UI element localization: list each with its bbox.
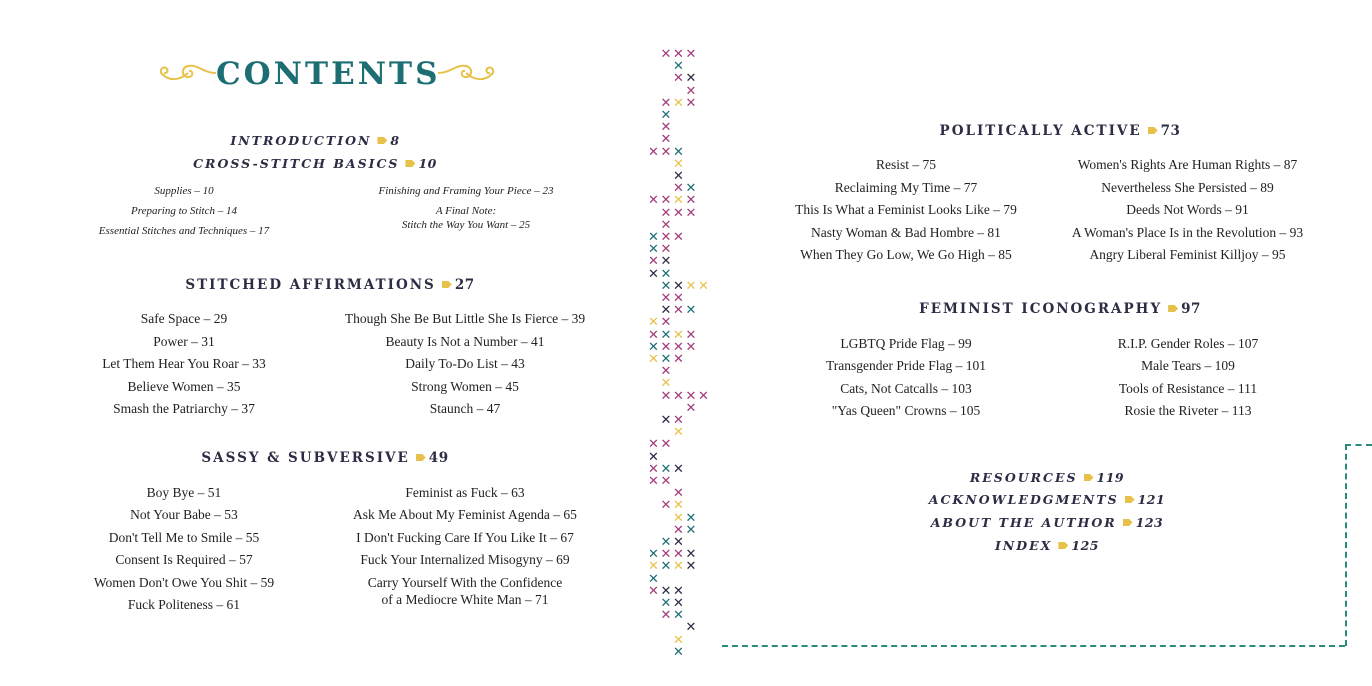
toc-entry-cross-stitch-basics[interactable] (185, 156, 445, 171)
toc-item[interactable]: When They Go Low, We Go High – 85 (800, 247, 1012, 262)
cross-stitch-mark: ✕ (660, 461, 672, 477)
toc-item[interactable]: Not Your Babe – 53 (130, 507, 238, 522)
cross-stitch-mark: ✕ (673, 144, 684, 160)
toc-entry-index[interactable] (897, 538, 1197, 553)
section-label: ABOUT THE AUTHOR (930, 515, 1117, 530)
toc-item[interactable]: This Is What a Feminist Looks Like – 79 (795, 202, 1017, 217)
toc-item[interactable]: Fuck Your Internalized Misogyny – 69 (360, 552, 570, 567)
cross-stitch-mark: ✕ (660, 596, 672, 611)
section-label: POLITICALLY ACTIVE (939, 123, 1142, 139)
cross-stitch-mark: ✕ (648, 254, 659, 270)
cross-stitch-mark: ✕ (660, 413, 672, 428)
cross-stitch-mark: ✕ (685, 620, 697, 636)
toc-item[interactable]: Male Tears – 109 (1141, 358, 1235, 373)
toc-entry-resources[interactable] (897, 470, 1197, 485)
cross-stitch-mark: ✕ (673, 291, 684, 306)
cross-stitch-mark: ✕ (660, 193, 672, 209)
cross-stitch-mark: ✕ (673, 71, 684, 87)
cross-stitch-mark: ✕ (673, 193, 684, 209)
cross-stitch-mark: ✕ (648, 266, 659, 282)
toc-item[interactable]: Fuck Politeness – 61 (127, 597, 241, 612)
cross-stitch-mark: ✕ (685, 278, 697, 294)
cross-stitch-mark: ✕ (648, 193, 659, 209)
toc-item[interactable]: Nasty Woman & Bad Hombre – 81 (811, 225, 1001, 240)
cross-stitch-mark: ✕ (660, 547, 672, 563)
cross-stitch-mark: ✕ (660, 254, 672, 270)
cross-stitch-mark: ✕ (673, 425, 684, 441)
toc-item[interactable]: Rosie the Riveter – 113 (1124, 403, 1252, 418)
cross-stitch-mark: ✕ (685, 303, 697, 319)
cross-stitch-mark: ✕ (660, 376, 672, 392)
cross-stitch-mark: ✕ (673, 583, 684, 599)
toc-item[interactable]: Power – 31 (153, 334, 215, 349)
page-number: 121 (1137, 492, 1166, 507)
cross-stitch-mark: ✕ (660, 278, 672, 294)
cross-stitch-mark: ✕ (685, 522, 697, 538)
page-title: CONTENTS (216, 56, 441, 92)
toc-item[interactable]: Resist – 75 (875, 157, 936, 172)
right-flourish-icon (436, 60, 496, 86)
cross-stitch-mark: ✕ (660, 327, 672, 343)
cross-stitch-mark: ✕ (648, 144, 659, 160)
toc-item[interactable]: Believe Women – 35 (127, 379, 241, 394)
page-number: 49 (428, 450, 449, 466)
arrow-icon (1123, 519, 1133, 526)
page-number: 125 (1071, 538, 1099, 553)
dashed-border-top (1345, 444, 1372, 446)
cross-stitch-mark: ✕ (685, 47, 697, 62)
toc-item[interactable]: Women's Rights Are Human Rights – 87 (1077, 157, 1298, 172)
arrow-icon (442, 281, 452, 288)
arrow-icon (1148, 127, 1158, 134)
cross-stitch-mark: ✕ (673, 59, 684, 75)
toc-item[interactable]: Beauty Is Not a Number – 41 (385, 334, 545, 349)
cross-stitch-mark: ✕ (685, 205, 697, 221)
toc-item[interactable]: Daily To-Do List – 43 (405, 356, 525, 371)
toc-item[interactable]: Feminist as Fuck – 63 (405, 485, 525, 500)
toc-entry-about-the-author[interactable] (897, 515, 1197, 530)
toc-item[interactable]: Angry Liberal Feminist Killjoy – 95 (1089, 247, 1286, 262)
cross-stitch-mark: ✕ (685, 327, 697, 343)
cross-stitch-mark: ✕ (660, 291, 672, 306)
page-number: 123 (1135, 515, 1164, 530)
cross-stitch-mark: ✕ (660, 498, 672, 514)
cross-stitch-mark: ✕ (685, 83, 697, 99)
cross-stitch-mark: ✕ (685, 95, 697, 111)
toc-item[interactable]: Deeds Not Words – 91 (1126, 202, 1249, 217)
cross-stitch-mark: ✕ (685, 339, 697, 355)
cross-stitch-mark: ✕ (673, 522, 684, 538)
cross-stitch-mark: ✕ (660, 352, 672, 367)
cross-stitch-mark: ✕ (685, 181, 697, 197)
cross-stitch-mark: ✕ (660, 608, 672, 624)
cross-stitch-mark: ✕ (673, 535, 684, 550)
page-number: 97 (1181, 301, 1201, 317)
cross-stitch-mark: ✕ (648, 437, 659, 453)
section-label: CROSS-STITCH BASICS (193, 156, 400, 171)
cross-stitch-mark: ✕ (673, 388, 684, 404)
cross-stitch-mark: ✕ (673, 278, 684, 294)
toc-item[interactable]: Smash the Patriarchy – 37 (113, 401, 255, 416)
cross-stitch-mark: ✕ (673, 352, 684, 367)
toc-entry-stitched-affirmations[interactable] (180, 277, 480, 293)
cross-stitch-mark: ✕ (660, 120, 672, 136)
cross-stitch-mark: ✕ (660, 388, 672, 404)
cross-stitch-mark: ✕ (660, 242, 672, 258)
cross-stitch-mark: ✕ (685, 193, 697, 209)
toc-item[interactable]: Finishing and Framing Your Piece – 23 (378, 185, 554, 197)
cross-stitch-mark: ✕ (673, 327, 684, 343)
toc-item[interactable]: Transgender Pride Flag – 101 (826, 358, 986, 373)
section-label: SASSY & SUBVERSIVE (201, 450, 410, 466)
dashed-border-right (1345, 444, 1347, 646)
toc-item[interactable]: Essential Stitches and Techniques – 17 (98, 225, 270, 237)
cross-stitch-mark: ✕ (673, 205, 684, 221)
cross-stitch-mark: ✕ (673, 547, 684, 563)
cross-stitch-mark: ✕ (660, 132, 672, 148)
toc-entry-feminist-iconography[interactable] (900, 301, 1220, 317)
arrow-icon (416, 454, 426, 461)
cross-stitch-mark: ✕ (685, 400, 697, 416)
toc-item[interactable]: "Yas Queen" Crowns – 105 (831, 403, 981, 418)
page-number: 119 (1096, 470, 1125, 485)
cross-stitch-mark: ✕ (660, 144, 672, 160)
left-flourish-icon (158, 60, 218, 86)
cross-stitch-mark: ✕ (660, 230, 672, 245)
section-label: STITCHED AFFIRMATIONS (185, 277, 436, 293)
cross-stitch-mark: ✕ (660, 364, 672, 380)
cross-stitch-mark: ✕ (673, 47, 684, 62)
cross-stitch-mark: ✕ (660, 474, 672, 489)
toc-item[interactable]: Staunch – 47 (429, 401, 501, 416)
cross-stitch-mark: ✕ (673, 510, 684, 526)
toc-item[interactable]: Let Them Hear You Roar – 33 (102, 356, 266, 371)
cross-stitch-mark: ✕ (648, 461, 659, 477)
cross-stitch-mark: ✕ (673, 498, 684, 514)
cross-stitch-mark: ✕ (648, 474, 659, 489)
cross-stitch-mark: ✕ (685, 547, 697, 563)
cross-stitch-mark: ✕ (648, 449, 659, 465)
cross-stitch-mark: ✕ (685, 559, 697, 575)
cross-stitch-mark: ✕ (660, 583, 672, 599)
cross-stitch-mark: ✕ (660, 205, 672, 221)
dashed-border-bottom (722, 645, 1345, 647)
cross-stitch-mark: ✕ (673, 486, 684, 502)
contents-title-block (150, 50, 500, 100)
cross-stitch-mark: ✕ (660, 559, 672, 575)
cross-stitch-mark: ✕ (673, 461, 684, 477)
toc-entry-politically-active[interactable] (905, 123, 1215, 139)
toc-item[interactable]: R.I.P. Gender Roles – 107 (1117, 336, 1259, 351)
cross-stitch-mark: ✕ (698, 278, 709, 294)
toc-item[interactable]: A Woman's Place Is in the Revolution – 93 (1071, 225, 1304, 240)
toc-item[interactable]: I Don't Fucking Care If You Like It – 67 (356, 530, 574, 545)
cross-stitch-mark: ✕ (698, 388, 709, 404)
cross-stitch-mark: ✕ (673, 95, 684, 111)
toc-item[interactable]: Stitch the Way You Want – 25 (401, 219, 531, 231)
toc-item[interactable]: A Final Note: (435, 205, 497, 217)
cross-stitch-mark: ✕ (685, 388, 697, 404)
cross-stitch-mark: ✕ (673, 559, 684, 575)
arrow-icon (1058, 542, 1068, 549)
toc-item[interactable]: of a Mediocre White Man – 71 (381, 592, 549, 607)
cross-stitch-mark: ✕ (648, 242, 659, 258)
cross-stitch-mark: ✕ (648, 339, 659, 355)
toc-item[interactable]: Cats, Not Catcalls – 103 (840, 381, 972, 396)
cross-stitch-mark: ✕ (648, 583, 659, 599)
cross-stitch-mark: ✕ (648, 230, 659, 245)
cross-stitch-mark: ✕ (660, 95, 672, 111)
section-label: ACKNOWLEDGMENTS (928, 492, 1119, 507)
cross-stitch-mark: ✕ (660, 108, 672, 123)
cross-stitch-mark: ✕ (685, 510, 697, 526)
page-number: 73 (1160, 123, 1181, 139)
toc-item[interactable]: Reclaiming My Time – 77 (834, 180, 978, 195)
toc-item[interactable]: Consent Is Required – 57 (115, 552, 253, 567)
toc-item[interactable]: Women Don't Owe You Shit – 59 (93, 575, 275, 590)
toc-item[interactable]: Supplies – 10 (154, 185, 214, 197)
cross-stitch-mark: ✕ (660, 339, 672, 355)
cross-stitch-mark: ✕ (685, 71, 697, 87)
arrow-icon (1084, 474, 1094, 481)
cross-stitch-mark: ✕ (673, 608, 684, 624)
page-number: 8 (390, 133, 400, 148)
cross-stitch-mark: ✕ (660, 315, 672, 331)
arrow-icon (1168, 305, 1178, 312)
page-number: 27 (454, 277, 475, 293)
toc-entry-acknowledgments[interactable] (897, 492, 1197, 507)
toc-item[interactable]: Nevertheless She Persisted – 89 (1101, 180, 1274, 195)
arrow-icon (377, 137, 387, 144)
cross-stitch-mark: ✕ (673, 169, 684, 184)
cross-stitch-mark: ✕ (648, 327, 659, 343)
toc-item[interactable]: Ask Me About My Feminist Agenda – 65 (353, 507, 577, 522)
cross-stitch-mark: ✕ (648, 559, 659, 575)
toc-entry-introduction[interactable] (185, 133, 445, 148)
cross-stitch-mark: ✕ (673, 230, 684, 245)
cross-stitch-mark: ✕ (648, 547, 659, 563)
cross-stitch-mark: ✕ (660, 535, 672, 550)
cross-stitch-mark: ✕ (673, 413, 684, 428)
arrow-icon (1125, 496, 1135, 503)
toc-item[interactable]: Though She Be But Little She Is Fierce – 39 (344, 311, 586, 326)
arrow-icon (405, 160, 415, 167)
toc-entry-sassy-subversive[interactable] (190, 450, 460, 466)
section-label: INDEX (995, 538, 1053, 553)
cross-stitch-mark: ✕ (660, 303, 672, 319)
section-label: INTRODUCTION (230, 133, 372, 148)
page-number: 10 (418, 156, 437, 171)
cross-stitch-border (648, 48, 728, 658)
cross-stitch-mark: ✕ (660, 47, 672, 62)
cross-stitch-mark: ✕ (673, 181, 684, 197)
toc-item[interactable]: Boy Bye – 51 (146, 485, 222, 500)
cross-stitch-mark: ✕ (673, 156, 684, 172)
toc-item[interactable]: Carry Yourself With the Confidence (367, 575, 563, 590)
cross-stitch-mark: ✕ (648, 571, 659, 587)
cross-stitch-mark: ✕ (648, 315, 659, 331)
toc-item[interactable]: LGBTQ Pride Flag – 99 (840, 336, 972, 351)
section-label: RESOURCES (969, 470, 1078, 485)
cross-stitch-mark: ✕ (660, 266, 672, 282)
toc-item[interactable]: Don't Tell Me to Smile – 55 (108, 530, 260, 545)
cross-stitch-mark: ✕ (660, 437, 672, 453)
cross-stitch-mark: ✕ (673, 339, 684, 355)
cross-stitch-mark: ✕ (648, 352, 659, 367)
cross-stitch-mark: ✕ (660, 217, 672, 233)
section-label: FEMINIST ICONOGRAPHY (919, 301, 1163, 317)
cross-stitch-mark: ✕ (673, 632, 684, 648)
toc-item[interactable]: Preparing to Stitch – 14 (131, 205, 237, 217)
toc-item[interactable]: Strong Women – 45 (411, 379, 519, 394)
cross-stitch-mark: ✕ (673, 644, 684, 660)
toc-item[interactable]: Tools of Resistance – 111 (1118, 381, 1258, 396)
toc-item[interactable]: Safe Space – 29 (140, 311, 228, 326)
cross-stitch-mark: ✕ (673, 596, 684, 611)
cross-stitch-mark: ✕ (673, 303, 684, 319)
